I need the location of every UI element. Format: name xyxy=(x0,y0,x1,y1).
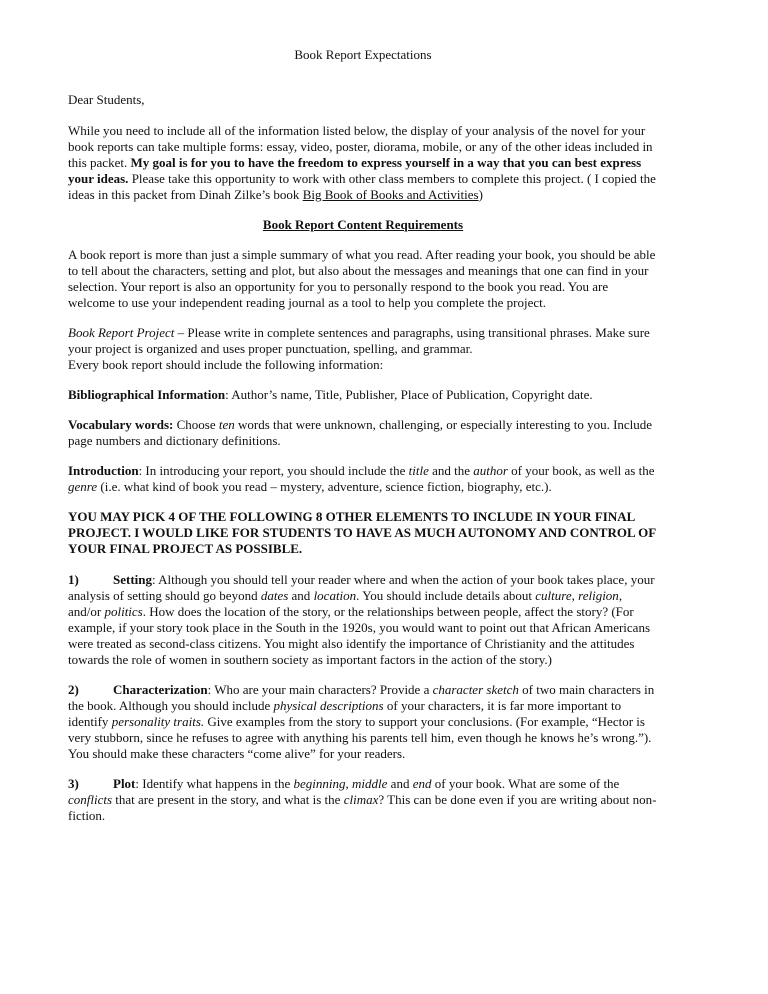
summary-paragraph: A book report is more than just a simple summary of what you read. After reading your book, you should be able to tell about the characters, setting and plot, but also about the messages and meanings that one can find in your selection. Your report is also an opportunity for you to personally respond to the book you read. You are welcome to use your independent reading journal as a tool to help you complete the project. xyxy=(68,247,656,310)
setting-italic: location xyxy=(313,588,357,603)
characterization-italic: character sketch xyxy=(432,682,519,697)
document-body xyxy=(68,47,658,838)
plot-italic: conflicts xyxy=(68,792,113,807)
plot-text: ? This can be done even if you are writing about non-fiction. xyxy=(68,792,657,823)
plot-item xyxy=(68,776,658,824)
characterization-text: of two main characters in the book. Although you should include xyxy=(68,682,655,713)
introduction-italic: author xyxy=(473,463,508,478)
intro-text-3: ) xyxy=(478,187,483,202)
setting-italic: culture xyxy=(535,588,572,603)
intro-goal-bold: My goal is for you to have the freedom to express yourself in a way that you can best express your ideas. xyxy=(68,155,642,186)
plot-text: , xyxy=(345,776,353,791)
introduction-italic: genre xyxy=(68,479,98,494)
intro-text-1: While you need to include all of the information listed below, the display of your analysis of the novel for your book reports can take multiple forms: essay, video, poster, diorama, mobile, or any of the other ideas included in this packet. xyxy=(68,123,653,170)
characterization-text: Give examples from the story to support your conclusions. (For example, “Hector is very stubborn, since he refuses to agree with anything his parents tell him, even though he knows he’s wrong.”). You should make these characters “come alive” for your readers. xyxy=(68,714,652,761)
plot-italic: beginning xyxy=(293,776,346,791)
project-line-2: Every book report should include the following information: xyxy=(68,357,384,372)
introduction-italic: title xyxy=(408,463,429,478)
setting-label: Setting xyxy=(113,572,152,587)
setting-italic: dates xyxy=(260,588,289,603)
setting-text: and xyxy=(288,588,314,603)
plot-italic: climax xyxy=(343,792,379,807)
plot-text: that are present in the story, and what is the xyxy=(112,792,344,807)
setting-text: , and/or xyxy=(68,588,623,619)
introduction-label: Introduction xyxy=(68,463,139,478)
content-requirements-heading: Book Report Content Requirements xyxy=(262,217,464,232)
plot-text: : Identify what happens in the xyxy=(135,776,294,791)
book-title-link[interactable]: Big Book of Books and Activities xyxy=(302,187,479,202)
plot-text: and xyxy=(387,776,413,791)
project-text: – Please write in complete sentences and paragraphs, using transitional phrases. Make sure your project is organized and uses proper punctuation, spelling, and grammar. xyxy=(68,325,650,356)
plot-label: Plot xyxy=(113,776,136,791)
plot-number: 3) xyxy=(68,776,79,791)
page-title: Book Report Expectations xyxy=(294,47,432,62)
plot-italic: middle xyxy=(352,776,388,791)
setting-text: . You should include details about xyxy=(356,588,536,603)
greeting: Dear Students, xyxy=(68,92,145,107)
setting-number: 1) xyxy=(68,572,79,587)
setting-italic: religion xyxy=(578,588,619,603)
project-paragraph xyxy=(68,325,658,373)
introduction-text: and the xyxy=(428,463,474,478)
characterization-number: 2) xyxy=(68,682,79,697)
project-label: Book Report Project xyxy=(68,325,175,340)
vocabulary-paragraph xyxy=(68,417,658,449)
biblio-label: Bibliographical Information xyxy=(68,387,226,402)
setting-italic: politics xyxy=(104,604,143,619)
intro-text-2: Please take this opportunity to work with other class members to complete this project. ( I copied the ideas in this packet from Dinah Zilke’s book xyxy=(68,171,656,202)
vocab-text: words that were unknown, challenging, or especially interesting to you. Include page numbers and dictionary definitions. xyxy=(68,417,653,448)
characterization-text: : Who are your main characters? Provide a xyxy=(207,682,433,697)
setting-item xyxy=(68,572,658,668)
vocab-label: Vocabulary words: xyxy=(68,417,174,432)
introduction-text: : In introducing your report, you should include the xyxy=(138,463,409,478)
elements-notice: YOU MAY PICK 4 OF THE FOLLOWING 8 OTHER ELEMENTS TO INCLUDE IN YOUR FINAL PROJECT. I WOULD LIKE FOR STUDENTS TO HAVE AS MUCH AUTONOMY AND CONTROL OF YOUR FINAL PROJECT AS POSSIBLE. xyxy=(68,509,656,556)
setting-text: : Although you should tell your reader where and when the action of your book takes place, your analysis of setting should go beyond xyxy=(68,572,655,603)
vocab-text: Choose xyxy=(173,417,219,432)
characterization-italic: physical descriptions xyxy=(273,698,384,713)
vocab-italic: ten xyxy=(218,417,235,432)
setting-text: . How does the location of the story, or the relationships between people, affect the story? (For example, if your story took place in the South in the 1920s, you would want to point out that African Americans were treated as second-class citizens. You might also identify the importance of Christianity and the attitudes towards the role of women in southern society as important factors in the action of the story.) xyxy=(68,604,651,667)
introduction-text: (i.e. what kind of book you read – mystery, adventure, science fiction, biography, etc.). xyxy=(97,479,552,494)
plot-text: of your book. What are some of the xyxy=(431,776,620,791)
biblio-text: : Author’s name, Title, Publisher, Place of Publication, Copyright date. xyxy=(225,387,593,402)
introduction-paragraph xyxy=(68,463,658,495)
intro-paragraph xyxy=(68,123,658,203)
bibliographical-paragraph xyxy=(68,387,658,403)
characterization-item xyxy=(68,682,658,762)
setting-text: , xyxy=(571,588,579,603)
characterization-label: Characterization xyxy=(113,682,208,697)
introduction-text: of your book, as well as the xyxy=(507,463,655,478)
characterization-italic: personality traits. xyxy=(111,714,205,729)
plot-italic: end xyxy=(412,776,432,791)
characterization-text: of your characters, it is far more important to identify xyxy=(68,698,622,729)
